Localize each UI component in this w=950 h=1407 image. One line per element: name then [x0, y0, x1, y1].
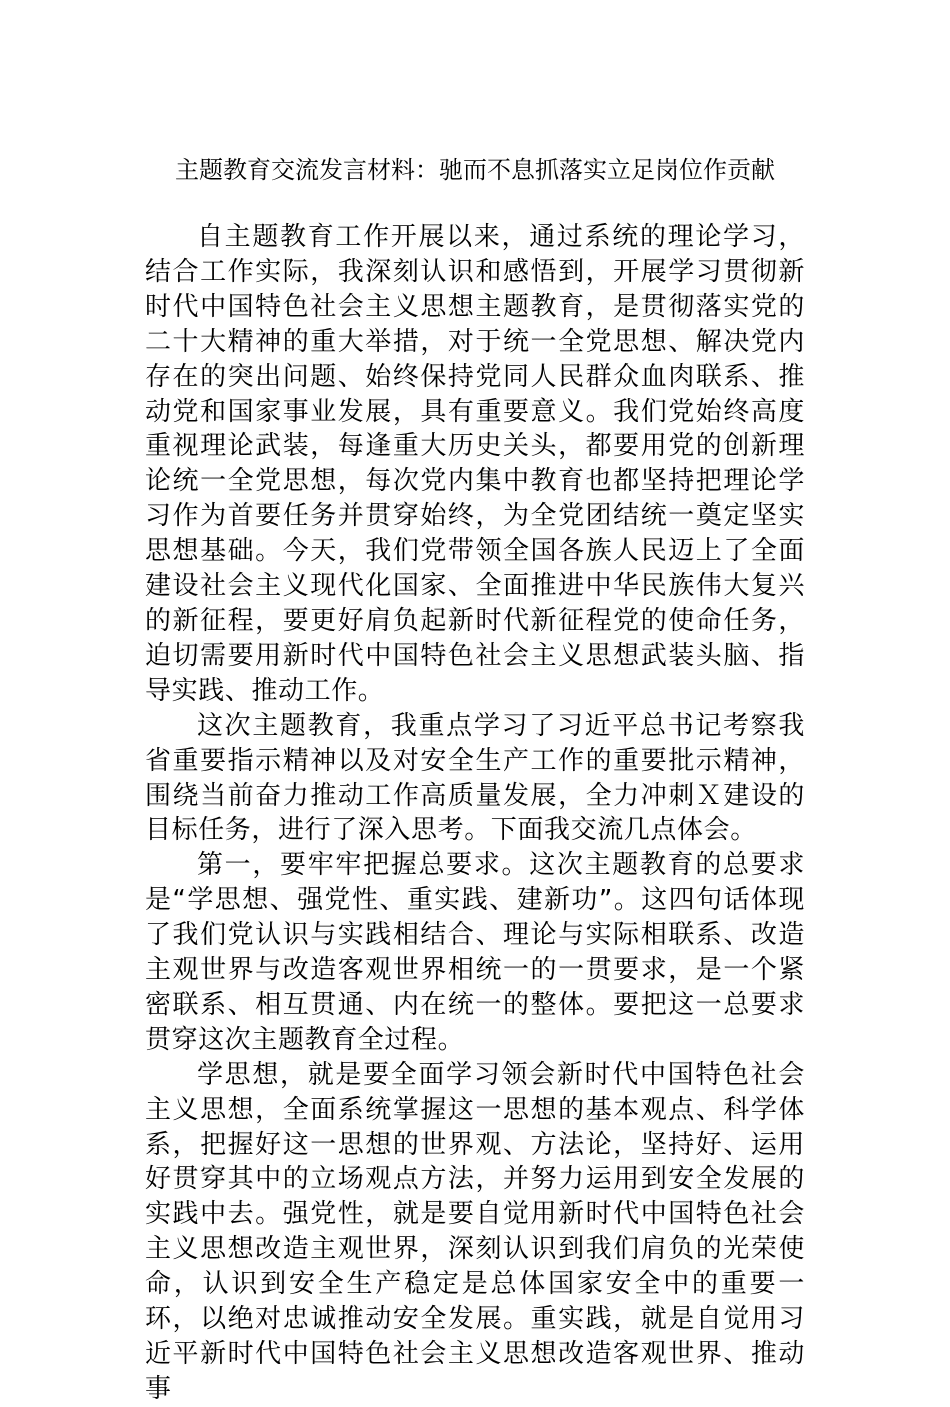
paragraph-study-focus: 这次主题教育，我重点学习了习近平总书记考察我省重要指示精神以及对安全生产工作的重要批示精神，围绕当前奋力推动工作高质量发展，全力冲刺Ｘ建设的目标任务，进行了深入思考。下面我交流几点体会。 [145, 710, 805, 846]
paragraph-study-thought: 学思想，就是要全面学习领会新时代中国特色社会主义思想，全面系统掌握这一思想的基本观点、科学体系，把握好这一思想的世界观、方法论，坚持好、运用好贯穿其中的立场观点方法，并努力运用到安全发展的实践中去。强党性，就是要自觉用新时代中国特色社会主义思想改造主观世界，深刻认识到我们肩负的光荣使命，认识到安全生产稳定是总体国家安全中的重要一环，以绝对忠诚推动安全发展。重实践，就是自觉用习近平新时代中国特色社会主义思想改造客观世界、推动事 [145, 1059, 805, 1404]
paragraph-intro: 自主题教育工作开展以来，通过系统的理论学习，结合工作实际，我深刻认识和感悟到，开展学习贯彻新时代中国特色社会主义思想主题教育，是贯彻落实党的二十大精神的重大举措，对于统一全党思想、解决党内存在的突出问题、始终保持党同人民群众血肉联系、推动党和国家事业发展，具有重要意义。我们党始终高度重视理论武装，每逢重大历史关头，都要用党的创新理论统一全党思想，每次党内集中教育也都坚持把理论学习作为首要任务并贯穿始终，为全党团结统一奠定坚实思想基础。今天，我们党带领全国各族人民迈上了全面建设社会主义现代化国家、全面推进中华民族伟大复兴的新征程，要更好肩负起新时代新征程党的使命任务，迫切需要用新时代中国特色社会主义思想武装头脑、指导实践、推动工作。 [145, 222, 805, 706]
document-body [145, 220, 805, 1407]
paragraph-first-point: 第一，要牢牢把握总要求。这次主题教育的总要求是“学思想、强党性、重实践、建新功”。这四句话体现了我们党认识与实践相结合、理论与实际相联系、改造主观世界与改造客观世界相统一的一贯要求，是一个紧密联系、相互贯通、内在统一的整体。要把这一总要求贯穿这次主题教育全过程。 [145, 850, 805, 1055]
document-title: 主题教育交流发言材料：驰而不息抓落实立足岗位作贡献 [175, 156, 775, 184]
